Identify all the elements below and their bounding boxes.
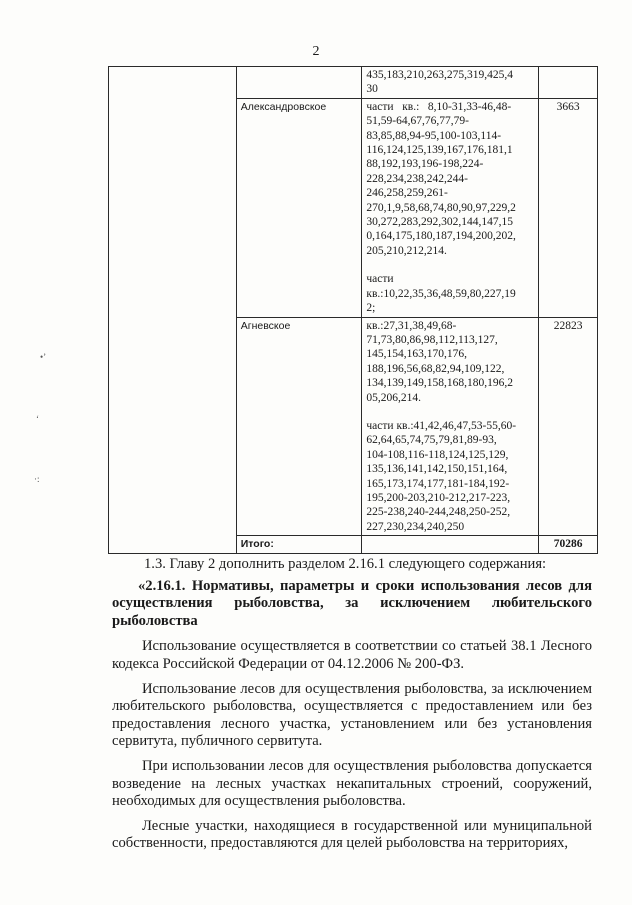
margin-mark: •ʼ <box>40 352 47 362</box>
table-cell-empty <box>109 67 237 554</box>
total-value: 70286 <box>539 536 598 553</box>
section-heading: «2.16.1. Нормативы, параметры и сроки использования лесов для осуществления рыболовства, за исключением любительского рыболовства <box>112 577 592 629</box>
district-cell: Агневское <box>236 317 362 536</box>
table-row <box>109 67 598 99</box>
total-label: Итого: <box>236 536 362 553</box>
paragraph-amendment: 1.3. Главу 2 дополнить разделом 2.16.1 следующего содержания: <box>144 556 547 572</box>
area-cell <box>539 67 598 99</box>
page-number: 2 <box>312 44 320 59</box>
parcels-cell <box>362 98 539 317</box>
parcels-text: части кв.:41,42,46,47,53-55,60- 62,64,65,74,75,79,81,89-93, 104-108,116-118,124,125,129, 135,136,141,142,150,151,164, 165,173,174,177,181-184,192- 195,200-203,210-212,217-223, 225-238,240-244,248,250-252, 227,230,234,240,250 <box>366 419 517 533</box>
parcels-cell <box>362 67 539 99</box>
paragraph: Использование осуществляется в соответствии со статьей 38.1 Лесного кодекса Российской Федерации от 04.12.2006 № 200-ФЗ. <box>112 638 592 672</box>
margin-mark: ʻ <box>36 414 39 424</box>
table-cell-empty <box>362 536 539 553</box>
paragraph: Использование лесов для осуществления рыболовства, за исключением любительского рыболовства, осуществляется с предоставлением или без предоставления лесного участка, установлением или без установления сервитута, публичного сервитута. <box>112 680 592 750</box>
paragraph: При использовании лесов для осуществления рыболовства допускается возведение на лесных участках некапитальных строений, сооружений, необходимых для осуществления рыболовства. <box>112 757 592 810</box>
parcels-text: части кв.: 8,10-31,33-46,48- 51,59-64,67,76,77,79- 83,85,88,94-95,100-103,114- 116,124,125,139,167,176,181,1 88,192,193,196-198,224- 228,234,238,242,244- 246,258,259,261- 270,1,9,58,68,74,80,90,97,229,2 30,272,283,292,302,144,147,15 0,164,175,180,187,194,200,202, 205,210,212,214. <box>366 100 516 257</box>
district-cell <box>236 67 362 99</box>
parcels-text: кв.:27,31,38,49,68- 71,73,80,86,98,112,113,127, 145,154,163,170,176, 188,196,56,68,82,94,109,122, 134,139,149,158,168,180,196,2 05,206,214. <box>366 319 514 404</box>
parcels-text: 435,183,210,263,275,319,425,4 30 <box>366 69 514 96</box>
parcels-text: части кв.:10,22,35,36,48,59,80,227,19 2; <box>366 273 516 315</box>
margin-mark: ·: <box>34 474 40 484</box>
area-cell: 3663 <box>539 98 598 317</box>
parcels-cell <box>362 317 539 536</box>
body-text <box>112 556 592 860</box>
district-cell: Александровское <box>236 98 362 317</box>
area-cell: 22823 <box>539 317 598 536</box>
forest-district-table <box>108 66 598 554</box>
paragraph: Лесные участки, находящиеся в государственной или муниципальной собственности, предоставляются для целей рыболовства на территориях, <box>112 817 592 852</box>
